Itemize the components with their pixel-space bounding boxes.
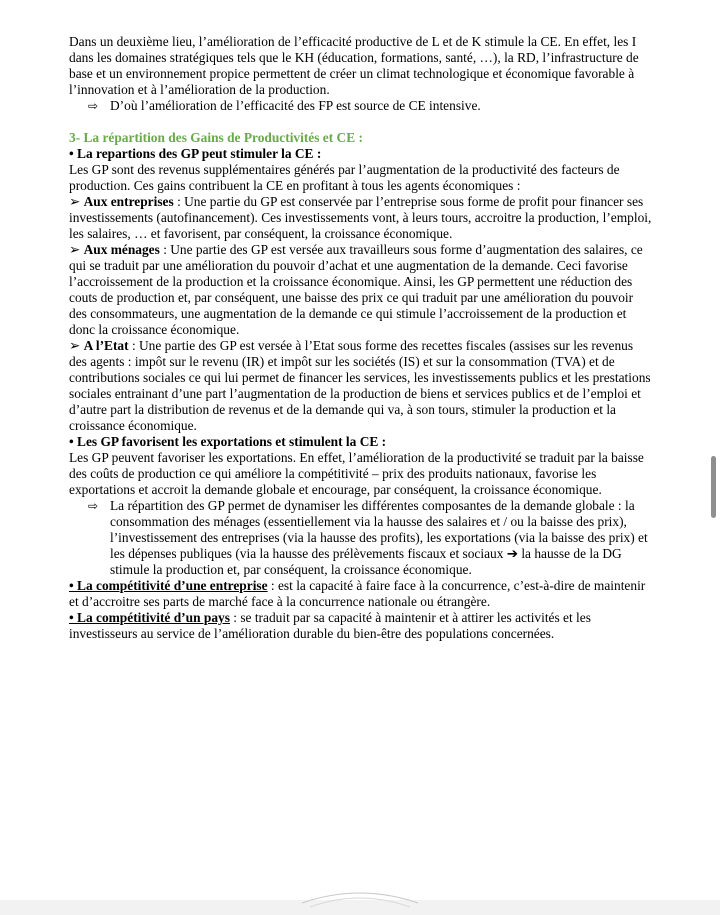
definition-competitivite-pays [69,610,653,642]
spacer [69,114,653,130]
arrowhead-bullet-icon: ➢ [69,338,84,353]
item-entreprises-text: : Une partie du GP est conservée par l’entreprise sous forme de profit pour financer ses investissements (autofinancement). Ces investissements vont, à leurs tours, accroitre la production, l’emploi, les salaires, … et favorisent, par conséquent, la croissance économique. [69,194,652,241]
item-etat-label: A l’Etat [83,338,129,353]
item-menages [69,242,653,338]
item-etat [69,338,653,434]
footer-ornament [300,885,420,915]
arrowhead-bullet-icon: ➢ [69,242,84,257]
definition-term: • La compétitivité d’un pays [69,610,230,625]
definition-term: • La compétitivité d’une entreprise [69,578,268,593]
section-title: 3- La répartition des Gains de Productivités et CE : [69,130,363,145]
definition-text: : est la capacité à faire face à la concurrence, c’est-à-dire de maintenir et d’accroitre ses parts de marché face à la concurrence nationale ou étrangère. [69,578,646,609]
arrowhead-bullet-icon: ➢ [69,194,84,209]
bullet-heading-repartition: • La repartions des GP peut stimuler la CE : [69,146,322,161]
paragraph-gp-intro: Les GP sont des revenus supplémentaires générés par l’augmentation de la productivité des facteurs de production. Ces gains contribuent la CE en profitant à tous les agents économiques : [69,162,620,193]
conclusion-repartition: ⇨ La répartition des GP permet de dynamiser les différentes composantes de la demande globale : la consommation des ménages (essentiellement via la hausse des salaires et / ou la baisse des prix), l’investissement des entreprises (via la hausse des profits), les exportations (via la baisse des prix) et les dépenses publiques (via la hausse des prélèvements fiscaux et sociaux ➔ la hausse de la DG stimule la production et, par conséquent, la croissance économique. [88,498,648,577]
item-etat-text: : Une partie des GP est versée à l’Etat sous forme des recettes fiscales (assises sur les revenus des agents : impôt sur le revenu (IR) et impôt sur les sociétés (IS) et sur la consommation (TVA) et de contributions sociales ce qui lui permet de financer les services, les investissements publics et les prestations sociales entrainant d’une part l’augmentation de la production de biens et services publics et de l’emploi et d’autre part la distribution de revenus et de la demande qui va, à son tours, stimuler la production et la croissance économique. [69,338,651,433]
paragraph-efficacite: Dans un deuxième lieu, l’amélioration de l’efficacité productive de L et de K stimule la CE. En effet, les I dans les domaines stratégiques tels que le KH (éducation, formations, santé, …), la RD, l’infrastructure de base et un environnement propice permettent de créer un climat technologique et économique favorable à l’innovation et à l’amélioration de la production. [69,34,639,97]
item-entreprises [69,194,653,242]
paragraph-exportations: Les GP peuvent favoriser les exportations. En effet, l’amélioration de la productivité se traduit par la baisse des coûts de production ce qui améliore la compétitivité – prix des produits nationaux, favorise les exportations et accroit la demande globale et encourage, par conséquent, la croissance économique. [69,450,644,497]
definition-text: : se traduit par sa capacité à maintenir et à attirer les activités et les investisseurs au service de l’amélioration durable du bien-être des populations concernées. [69,610,591,641]
outline-arrow-icon: ⇨ [88,99,99,113]
outline-arrow-icon: ⇨ [88,499,99,513]
scrollbar-thumb[interactable] [711,456,716,518]
bullet-heading-exportations: • Les GP favorisent les exportations et stimulent la CE : [69,434,387,449]
conclusion-efficacite: ⇨ D’où l’amélioration de l’efficacité des FP est source de CE intensive. [88,98,481,113]
item-menages-label: Aux ménages [83,242,160,257]
item-entreprises-label: Aux entreprises [83,194,174,209]
item-menages-text: : Une partie des GP est versée aux travailleurs sous forme d’augmentation des salaires, ce qui se traduit par une amélioration du pouvoir d’achat et une augmentation de la demande. Ceci favorise l’accroissement de la production et la croissance économique. Ainsi, les GP permettent une réduction des couts de production et, par conséquent, une baisse des prix ce qui traduit par une amélioration du pouvoir des consommateurs, une augmentation de la demande ce qui stimule l’accroissement de la production et donc la croissance économique. [69,242,643,337]
definition-competitivite-entreprise [69,578,653,610]
document-body [69,34,653,642]
